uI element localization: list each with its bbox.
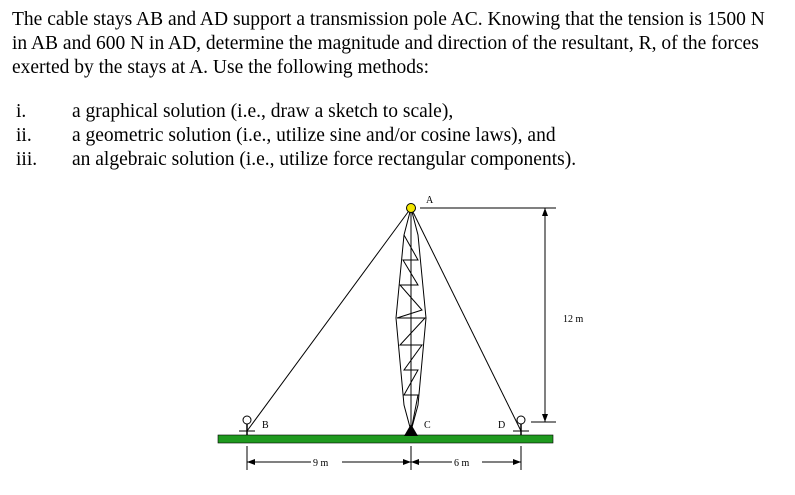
label-c: C: [424, 420, 431, 431]
label-a: A: [426, 195, 434, 206]
problem-text: The cable stays AB and AD support a transmission pole AC. Knowing that the tension is 1500 N in AB and 600 N in AD, determine the magnitude and direction of the resultant, R, of the forces exerted by the stays at A. Use the following methods:: [12, 9, 765, 78]
label-left-span: 9 m: [313, 458, 329, 469]
label-d: D: [498, 420, 506, 431]
method-number: ii.: [16, 125, 32, 146]
support-b: [239, 416, 255, 435]
method-number: i.: [16, 101, 27, 122]
label-right-span: 6 m: [454, 458, 470, 469]
method-number: iii.: [16, 149, 38, 170]
ground-bar: [218, 435, 553, 443]
support-c: [404, 424, 418, 436]
label-b: B: [262, 420, 269, 431]
method-text: a geometric solution (i.e., utilize sine and/or cosine laws), and: [72, 125, 556, 146]
height-dimension: [420, 208, 556, 422]
pin-a: [407, 204, 416, 213]
span-dimensions: [247, 446, 521, 470]
pole-truss: [396, 208, 426, 431]
method-text: a graphical solution (i.e., draw a sketch to scale),: [72, 101, 454, 122]
label-height: 12 m: [563, 314, 584, 325]
cable-ab: [247, 208, 411, 431]
method-text: an algebraic solution (i.e., utilize force rectangular components).: [72, 149, 577, 170]
cable-ad: [411, 208, 521, 431]
